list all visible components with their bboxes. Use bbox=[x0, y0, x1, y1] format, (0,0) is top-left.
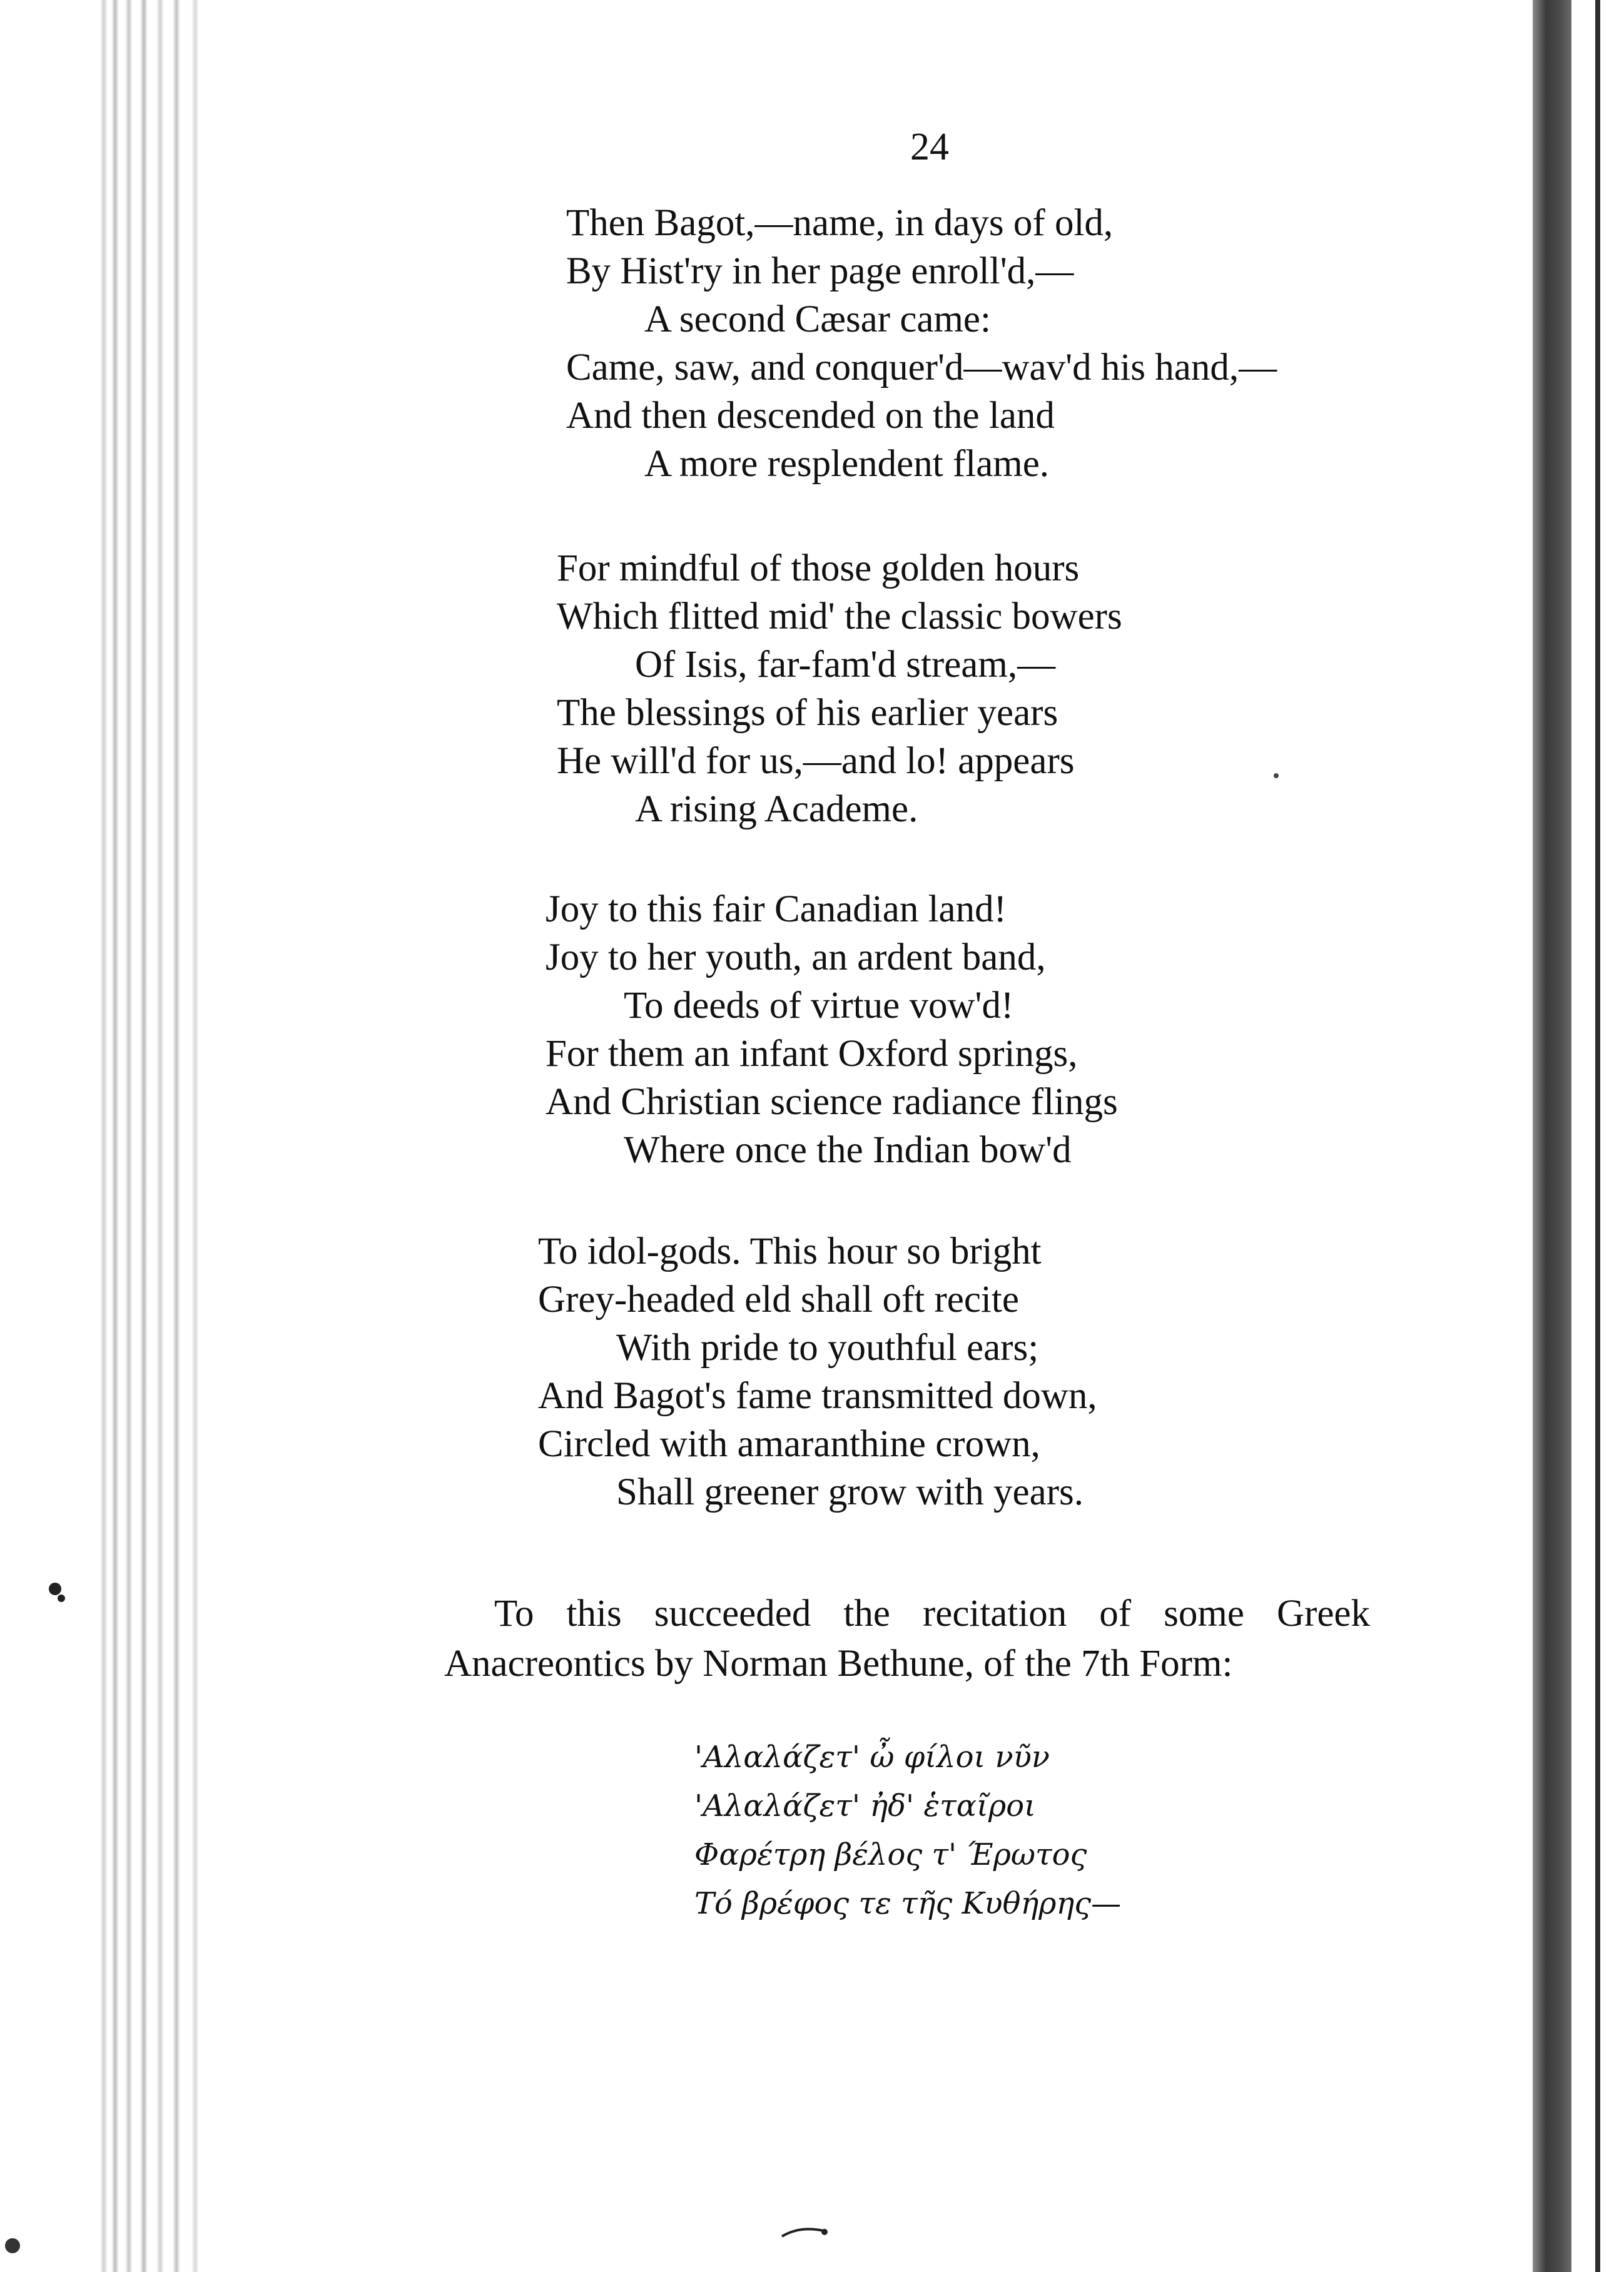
poem-line: Then Bagot,—name, in days of old, bbox=[566, 202, 1114, 244]
poem-line: Which flitted mid' the classic bowers bbox=[557, 596, 1122, 637]
poem-line: Joy to her youth, an ardent band, bbox=[546, 936, 1046, 978]
page-number: 24 bbox=[910, 126, 949, 168]
poem-line: By Hist'ry in her page enroll'd,— bbox=[566, 250, 1074, 292]
poem-line: Circled with amaranthine crown, bbox=[538, 1423, 1040, 1465]
speck-mark bbox=[49, 1583, 61, 1595]
poem-line: For them an infant Oxford springs, bbox=[546, 1033, 1078, 1075]
speck-mark bbox=[821, 2229, 828, 2235]
speck-mark bbox=[58, 1595, 65, 1602]
greek-line: 'Αλαλάζετ' ὦ φίλοι νῦν bbox=[694, 1740, 1050, 1775]
greek-line: Φαρέτρη βέλος τ' Έρωτος bbox=[694, 1837, 1087, 1872]
poem-line: Came, saw, and conquer'd—wav'd his hand,— bbox=[566, 347, 1277, 388]
poem-line: A rising Academe. bbox=[635, 788, 918, 830]
poem-line: Joy to this fair Canadian land! bbox=[546, 888, 1007, 930]
poem-line: Grey-headed eld shall oft recite bbox=[538, 1279, 1019, 1321]
speck-mark bbox=[782, 2229, 826, 2236]
poem-line: A second Cæsar came: bbox=[644, 298, 991, 340]
greek-line: Τό βρέφος τε τῆς Κυθήρης— bbox=[694, 1886, 1122, 1921]
prose-line: Anacreontics by Norman Bethune, of the 7th Form: bbox=[444, 1643, 1233, 1685]
speck-mark bbox=[5, 2238, 20, 2253]
poem-line: And Bagot's fame transmitted down, bbox=[538, 1375, 1097, 1417]
poem-line: To deeds of virtue vow'd! bbox=[624, 985, 1014, 1027]
poem-line: Where once the Indian bow'd bbox=[624, 1129, 1072, 1171]
poem-line: To idol-gods. This hour so bright bbox=[538, 1230, 1042, 1272]
poem-line: For mindful of those golden hours bbox=[557, 547, 1080, 589]
poem-line: The blessings of his earlier years bbox=[557, 692, 1058, 734]
poem-line: Of Isis, far-fam'd stream,— bbox=[635, 644, 1056, 686]
poem-line: And then descended on the land bbox=[566, 395, 1055, 437]
poem-line: Shall greener grow with years. bbox=[616, 1471, 1084, 1513]
poem-line: He will'd for us,—and lo! appears bbox=[557, 740, 1075, 782]
poem-line: And Christian science radiance flings bbox=[546, 1081, 1118, 1123]
poem-line: A more resplendent flame. bbox=[644, 443, 1050, 485]
poem-line: With pride to youthful ears; bbox=[616, 1327, 1039, 1369]
prose-line: To this succeeded the recitation of some Greek bbox=[494, 1593, 1370, 1635]
speck-mark bbox=[1274, 773, 1279, 778]
greek-line: 'Αλαλάζετ' ἠδ' ἑταῖροι bbox=[694, 1788, 1036, 1823]
